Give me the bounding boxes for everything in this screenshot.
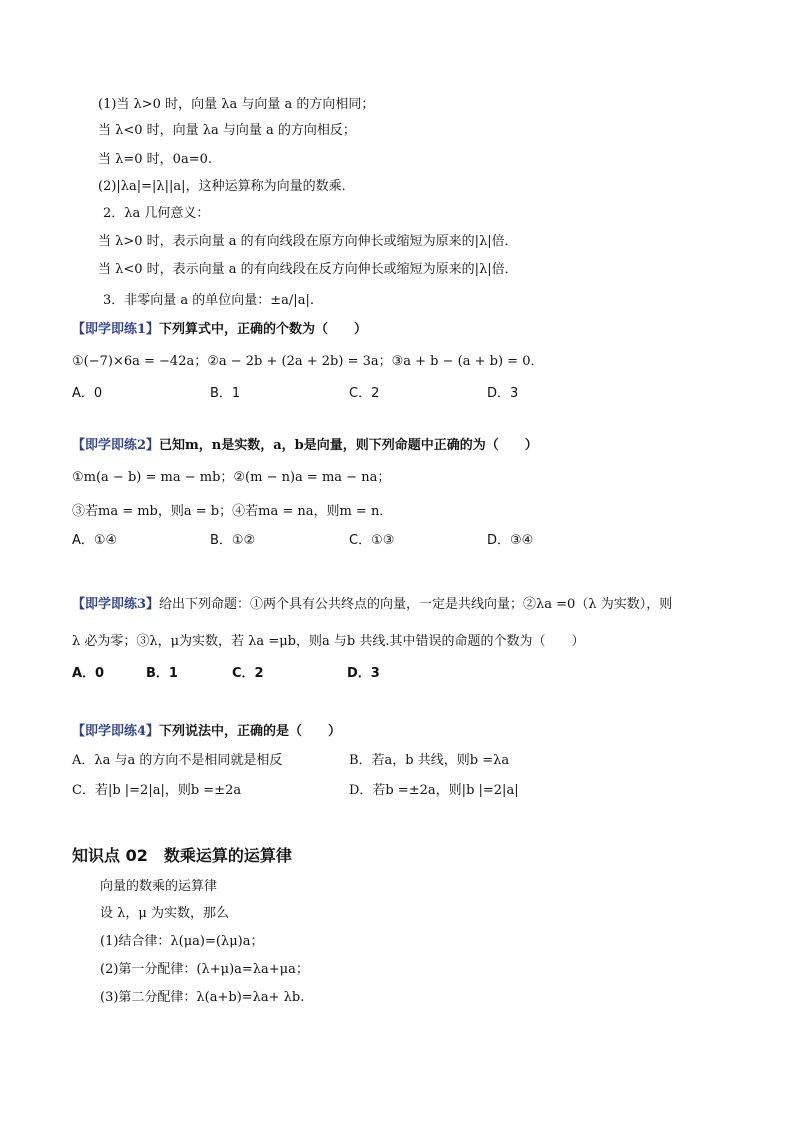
practice-3-line-2: λ 必为零；③λ，μ为实数，若 λa =μb，则a 与b 共线.其中错误的命题的个数为（ ） [72,634,585,649]
practice-2-question: 已知m，n是实数，a，b是向量，则下列命题中正确的为（ ） [159,438,538,453]
practice-4-option-c: C．若|b |=2|a|，则b =±2a [72,783,242,798]
practice-3-option-b: B．1 [146,666,178,681]
practice-1-option-d: D．3 [487,386,519,401]
def-line-3: 当 λ=0 时，0a=0. [98,152,212,167]
practice-2-option-c: C．①③ [349,533,395,548]
section-line-5: (3)第二分配律：λ(a+b)=λa+ λb. [100,990,305,1005]
practice-1-question: 下列算式中，正确的个数为（ ） [159,322,368,337]
practice-4-question: 下列说法中，正确的是（ ） [159,724,342,739]
practice-4-tag: 【即学即练4】 [72,724,160,739]
practice-2-tag: 【即学即练2】 [72,438,160,453]
def-line-2: 当 λ<0 时，向量 λa 与向量 a 的方向相反； [98,123,356,138]
practice-1-option-a: A．0 [72,386,103,401]
def-line-8: 3．非零向量 a 的单位向量：±a/|a|. [103,293,314,308]
practice-1-option-b: B．1 [210,386,241,401]
practice-2-line-1: ①m(a − b) = ma − mb；②(m − n)a = ma − na； [72,470,391,485]
practice-1-tag: 【即学即练1】 [72,322,160,337]
practice-3-tag: 【即学即练3】 [72,597,160,612]
practice-2-option-d: D．③④ [487,533,534,548]
section-line-2: 设 λ，μ 为实数，那么 [100,906,229,921]
practice-4-option-b: B．若a，b 共线，则b =λa [349,753,510,768]
def-line-5: 2．λa 几何意义： [103,206,210,221]
practice-3-option-c: C．2 [232,666,264,681]
section-line-4: (2)第一分配律：(λ+μ)a=λa+μa； [100,962,309,977]
practice-2-option-a: A．①④ [72,533,118,548]
section-line-1: 向量的数乘的运算律 [100,879,218,894]
practice-1-expressions: ①(−7)×6a = −42a；②a − 2b + (2a + 2b) = 3a；③a + b − (a + b) = 0． [72,354,544,369]
practice-2-stem [72,437,538,455]
def-line-7: 当 λ<0 时，表示向量 a 的有向线段在反方向伸长或缩短为原来的|λ|倍． [98,262,518,277]
practice-4-stem [72,723,341,741]
practice-3-stem [72,596,672,614]
practice-1-stem [72,321,367,339]
practice-3-option-a: A．0 [72,666,105,681]
practice-1-option-c: C．2 [349,386,380,401]
practice-2-option-b: B．①② [210,533,256,548]
practice-4-option-d: D．若b =±2a，则|b |=2|a| [349,783,519,798]
def-line-6: 当 λ>0 时，表示向量 a 的有向线段在原方向伸长或缩短为原来的|λ|倍． [98,234,518,249]
practice-4-option-a: A．λa 与a 的方向不是相同就是相反 [72,753,283,768]
def-line-1: (1)当 λ>0 时，向量 λa 与向量 a 的方向相同； [98,97,375,112]
section-line-3: (1)结合律：λ(μa)=(λμ)a； [100,934,264,949]
practice-3-option-d: D．3 [347,666,380,681]
def-line-4: (2)|λa|=|λ||a|，这种运算称为向量的数乘． [98,179,355,194]
practice-2-line-2: ③若ma = mb，则a = b；④若ma = na，则m = n． [72,504,393,519]
section-heading: 知识点 02 数乘运算的运算律 [72,846,292,865]
practice-3-question: 给出下列命题：①两个具有公共终点的向量，一定是共线向量；②λa =0（λ 为实数），则 [159,597,673,612]
